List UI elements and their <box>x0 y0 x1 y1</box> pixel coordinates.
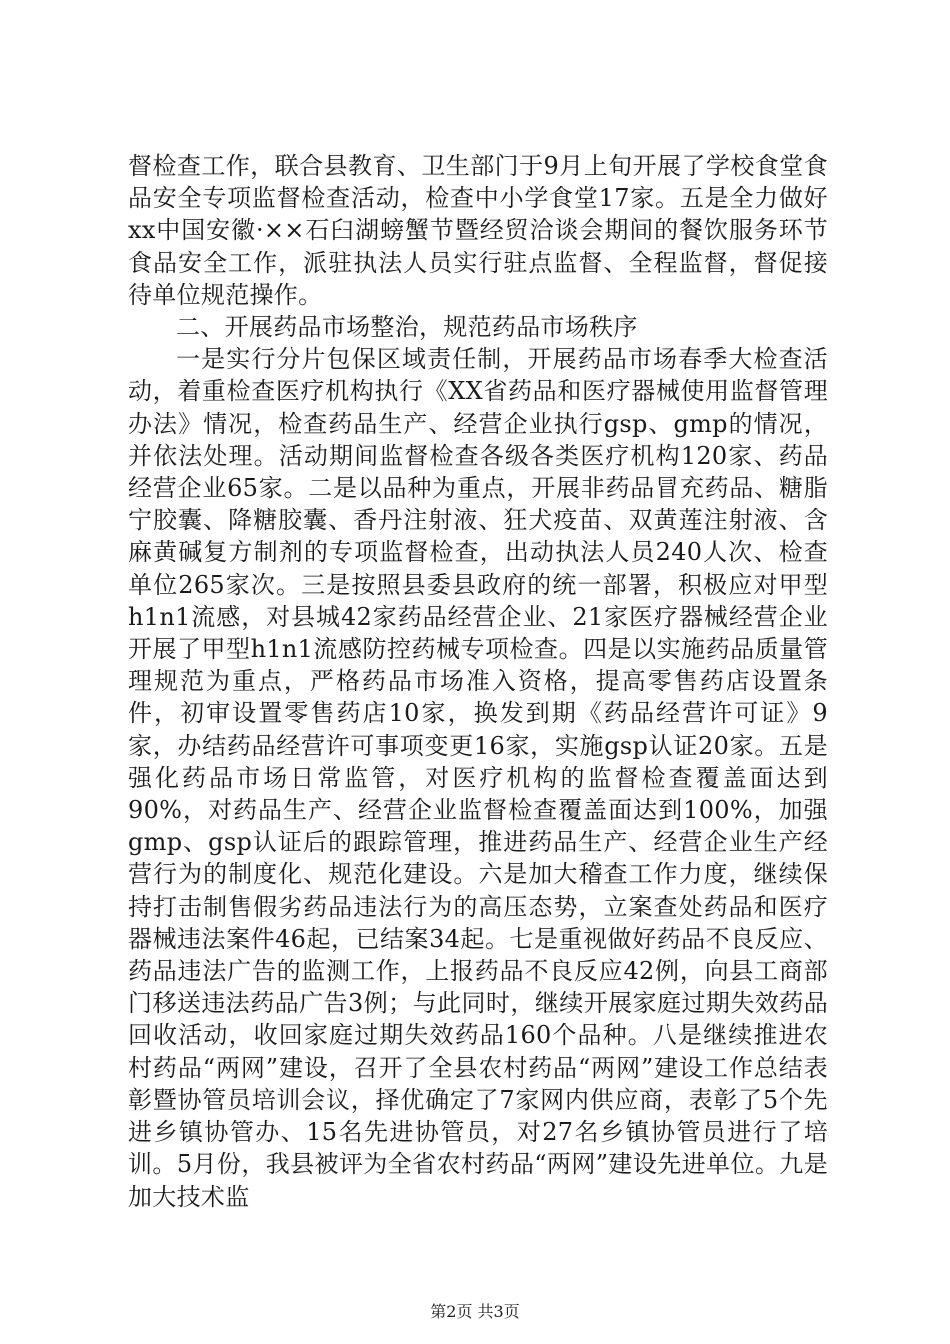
paragraph-drug-market-measures: 一是实行分片包保区域责任制，开展药品市场春季大检查活动，着重检查医疗机构执行《XX省药品和医疗器械使用监督管理办法》情况，检查药品生产、经营企业执行gsp、gmp的情况，并依法处理。活动期间监督检查各级各类医疗机构120家、药品经营企业65家。二是以品种为重点，开展非药品冒充药品、糖脂宁胶囊、降糖胶囊、香丹注射液、狂犬疫苗、双黄莲注射液、含麻黄碱复方制剂的专项监督检查，出动执法人员240人次、检查单位265家次。三是按照县委县政府的统一部署，积极应对甲型h1n1流感，对县城42家药品经营企业、21家医疗器械经营企业开展了甲型h1n1流感防控药械专项检查。四是以实施药品质量管理规范为重点，严格药品市场准入资格，提高零售药店设置条件，初审设置零售药店10家，换发到期《药品经营许可证》9家，办结药品经营许可事项变更16家，实施gsp认证20家。五是强化药品市场日常监管，对医疗机构的监督检查覆盖面达到90%，对药品生产、经营企业监督检查覆盖面达到100%，加强gmp、gsp认证后的跟踪管理，推进药品生产、经营企业生产经营行为的制度化、规范化建设。六是加大稽查工作力度，继续保持打击制售假劣药品违法行为的高压态势，立案查处药品和医疗器械违法案件46起，已结案34起。七是重视做好药品不良反应、药品违法广告的监测工作，上报药品不良反应42例，向县工商部门移送违法药品广告3例；与此同时，继续开展家庭过期失效药品回收活动，收回家庭过期失效药品160个品种。八是继续推进农村药品“两网”建设，召开了全县农村药品“两网”建设工作总结表彰暨协管员培训会议，择优确定了7家网内供应商，表彰了5个先进乡镇协管办、15名先进协管员，对27名乡镇协管员进行了培训。5月份，我县被评为全省农村药品“两网”建设先进单位。九是加大技术监 <box>128 345 828 1211</box>
document-body <box>128 150 828 1213</box>
section-heading-drug-market: 二、开展药品市场整治，规范药品市场秩序 <box>176 313 638 342</box>
page-number-footer: 第2页 共3页 <box>430 1302 520 1321</box>
paragraph-food-safety-continuation: 督检查工作，联合县教育、卫生部门于9月上旬开展了学校食堂食品安全专项监督检查活动，检查中小学食堂17家。五是全力做好xx中国安徽·××石臼湖螃蟹节暨经贸洽谈会期间的餐饮服务环节食品安全工作，派驻执法人员实行驻点监督、全程监督，督促接待单位规范操作。 <box>128 152 828 309</box>
